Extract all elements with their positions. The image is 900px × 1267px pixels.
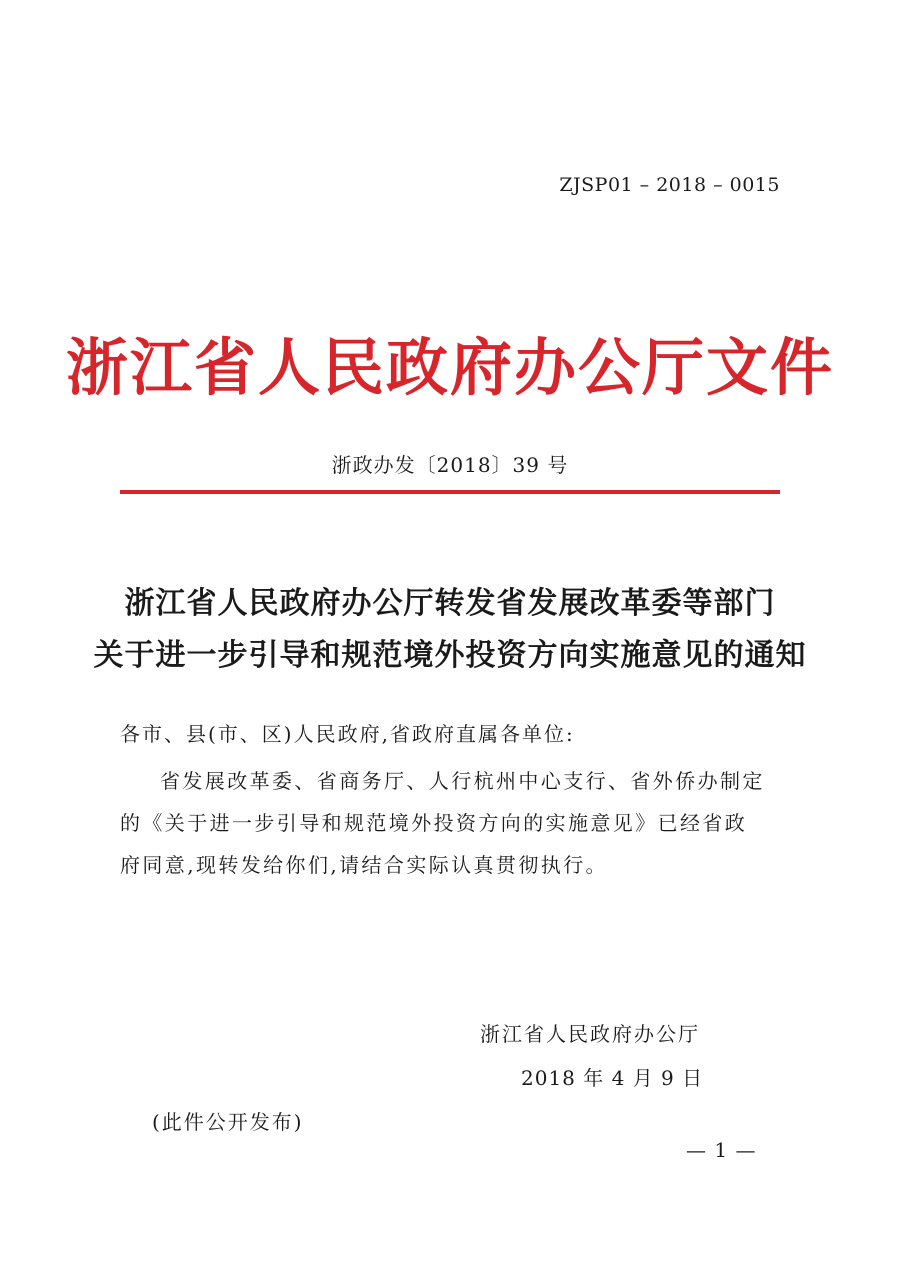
issue-number: 浙政办发〔2018〕39 号 [331, 453, 569, 477]
document-title [0, 578, 900, 682]
body-paragraph [120, 760, 785, 886]
masthead-title: 浙江省人民政府办公厅文件 [65, 331, 834, 404]
release-note: (此件公开发布) [152, 1110, 304, 1134]
document-title-line1: 浙江省人民政府办公厅转发省发展改革委等部门 [124, 586, 776, 621]
body-line-1: 省发展改革委、省商务厅、人行杭州中心支行、省外侨办制定 [160, 769, 765, 793]
issue-date: 2018 年 4 月 9 日 [521, 1066, 704, 1090]
page-number: — 1 — [686, 1138, 757, 1162]
document-number: ZJSP01 – 2018 – 0015 [559, 174, 780, 196]
red-divider [120, 490, 780, 494]
salutation: 各市、县(市、区)人民政府,省政府直属各单位: [120, 722, 575, 746]
body-line-2: 的《关于进一步引导和规范境外投资方向的实施意见》已经省政 [120, 811, 748, 835]
signer: 浙江省人民政府办公厅 [480, 1022, 700, 1046]
body-line-3: 府同意,现转发给你们,请结合实际认真贯彻执行。 [120, 853, 608, 877]
document-title-line2: 关于进一步引导和规范境外投资方向实施意见的通知 [93, 638, 807, 673]
